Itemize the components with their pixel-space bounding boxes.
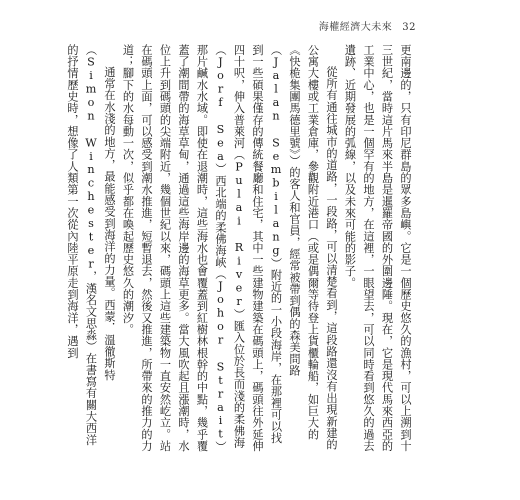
body-text [66, 44, 414, 454]
paragraph-1: 更南邊的，只有印尼群島的眾多島嶼。它是一個歷史悠久的漁村，可以上溯到十三世紀，當時這片馬來半島是暹羅帝國的外圍邊陲。現在，它是現代馬來西亞的工業中心，也是一個罕有的地方，在這裡，一眼望去，可以同時看到悠久的過去遺跡、近期發展的弧線，以及未來可能的影子。 [343, 44, 412, 452]
running-head [319, 18, 416, 33]
paragraph-2: 從所有通往城市的道路，一段路，可以清楚看到，這段路還沒有出現新建的公寓大樓或工業倉庫，參觀附近港口（或是偶爾等待登上貨櫃輪船，如巨大的《快桅集團馬德里號》）的客人和官員，經常被帶到偶的森美問路（Jalan Sembilang）附近的一小段海岸，在那裡可以找到一些碩果僅存的傳統餐廳和住宅，其中一些建物建築在碼頭上，碼頭往外延伸四十呎，伸入普萊河（Pulai River）匯入位於長而淺的柔佛海（Jorf Sea）西北端的柔佛海峽（Johor Strait）那片鹹水水域。即使在退潮時，這些海水也會覆蓋到紅樹林根幹的中點，幾乎覆蓋了潮間帶的海草草甸，通過這些海岸邊的海草更多。當大風吹起且漲潮時，水位上升到碼頭的尖端附近，幾個世紀以來，碼頭上這些建築物一直安然屹立。站在碼頭上面，可以感受到潮水推進，短暫退去，然後又推進，所帶來的推力的力道；腳下的水每動一次，似乎都在喚起歷史悠久的潮汐。 [121, 44, 338, 453]
page-number: 32 [402, 22, 416, 33]
paragraph-3: 通常在水淺的地方，最能感受到海洋的力量。西蒙．溫徹斯特（Simon Winchester，漢名文思淼）在書寫有關大西洋的抒情歷史時，想像了人類第一次從內陸平原走到海洋，遇到 [66, 44, 116, 446]
running-title: 海權經濟大未來 [318, 22, 393, 33]
